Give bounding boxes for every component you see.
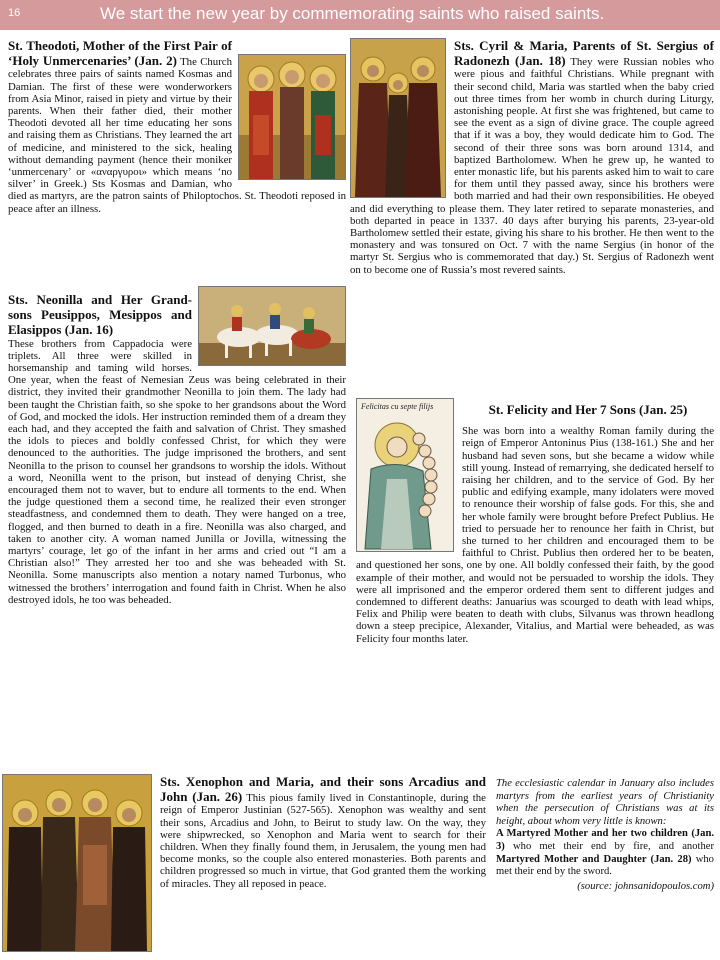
cyril-body: They were Russian nobles who were pious and faithful Christians. While pregnant with their second child, Maria was startled when the baby cried out three times from her womb in church during Liturgy, astonishing people. At first she was frightened, but came to see the event as a sign of divine grace. The couple agreed that if it was a boy, they would dedicate him to God. The second of their three sons was born around 1314, and baptized Bartholomew. When he grew up, he wanted to enter monastic life, but his parents asked him to wait to care for them until they passed away, since his brothers were both married and had their own responsibilities. He obeyed and did everything to please them. They later retired to separate monasteries, and both departed in peace in 1337. 40 days after burying his parents, 23-year-old Bartholomew settled their estate, giving his share to his brother. He then went to the monastery and was tonsured on Oct. 7 with the name Sergius (in honor of the martyr St. Sergius who is commemorated that day.) St. Sergius of Radonezh went on to become one of Russia’s most revered saints. bbox=[350, 56, 714, 276]
note-intro: The ecclesiastic calendar in January also includes martyrs from the earliest years of Christianity when the persecution of Christians was at its height, about whom very little is known: bbox=[496, 778, 714, 827]
icon-felicity-seven-sons bbox=[356, 398, 454, 552]
icon-xenophon-family bbox=[2, 774, 152, 952]
page-number: 16 bbox=[8, 7, 21, 19]
note-item1-text: who met their end by fire, and another bbox=[504, 840, 714, 852]
felicity-body: She was born into a wealthy Roman family during the reign of Emperor Antoninus Pius (138-161.) She and her husband had seven sons, but she became a widow while still young. Instead of remarrying, she dedicated herself to raising her children, and to the service of God. By her public and edifying example, many idolaters were moved to renounce their worship of false gods. For this, she and her whole family were brought before Prefect Publius. He tried to persuade her to renounce her faith in Christ, but she turned to her children and encouraged them to be faithful to Christ. Publius then ordered her to be beaten, and questioned her sons, one by one. All boldly confessed their faith, by the good example of their mother, and would not be persuaded to worship the idols. They were all imprisoned and the emperor ordered them sent to different judges and condemned to different deaths: Januarius was scourged to death with lead whips, Felix and Philip were beaten to death with clubs, Silvanus was thrown headlong down a steep precipice, Alexander, Vitalius, and Martial were beheaded, as was Felicity four months later. bbox=[356, 425, 714, 645]
felicity-heading: St. Felicity and Her 7 Sons (Jan. 25) bbox=[488, 402, 688, 417]
neonilla-body: These brothers from Cappadocia were triplets. All three were skilled in horsemanship and taming wild horses. One year, when the feast of Nemesian Zeus was being celebrated in their district, they invited their grandmother Neonilla to join them. The lady had been taught the Christian faith, so she spoke to her grandsons about the Word of God, and mocked the idols. Her instruction reminded them of a dream they each had, and they accepted the faith and salvation of Christ. They smashed the idols to pieces and boldly confessed Christ, for which they were denounced to the authorities. The judge imprisoned the brothers, and sent Neonilla to the prison to counsel her grandsons to worship the idols. Without a word, Neonilla went to the prison, but instead of denying Christ, she encouraged them not to waver, but to endure all torments to the end. When the judge questioned them a second time, he realized their even stronger steadfastness, and condemned them to death. They were hanged on a tree, flogged, and then burned to death in a fire. Neonilla was also charged, and taken to another city. A woman named Junilla or Jovilla, witnessing the martyrs’ courage, let go of the infant in her arms and cried out “I am a Christian also!” They arrested her too and she was beheaded with St. Neonilla. Some manuscripts also mention a notary named Turbonus, who witnessed the brothers’ interrogation and found faith in Christ. When he also destroyed idols, he too was beheaded. bbox=[8, 337, 346, 606]
note-item2-text: who met their end by the sword. bbox=[496, 853, 714, 878]
calendar-note bbox=[496, 778, 714, 893]
icon-cyril-maria-sergius bbox=[350, 38, 446, 198]
xenophon-body: This pious family lived in Constantinople, during the reign of Emperor Justinian (527-565). Xenophon was wealthy and sent their sons, Arcadius and John, to Beirut to study law. On the way, they were shipwrecked, so Xenophon and Maria went to search for their children. When they finally found them, in Jerusalem, the young men had become monks, so the couple also entered monasteries. Both parents and children progressed so much in virtue, that God granted them the working of miracles. They all reposed in peace. bbox=[160, 792, 486, 890]
icon-kosmas-damian-theodoti bbox=[238, 54, 346, 180]
felicity-image-caption: Felicitas cu septe filijs bbox=[361, 402, 434, 411]
header-bar bbox=[0, 0, 720, 30]
section-theodoti bbox=[8, 38, 346, 215]
note-item1-title: A Martyred Mother and her two children (Jan. 3) bbox=[496, 828, 714, 852]
section-cyril-maria bbox=[350, 38, 714, 276]
theodoti-heading: St. Theodoti, Mother of the First Pair of ‘Holy Unmercenaries’ (Jan. 2) bbox=[8, 38, 232, 69]
section-neonilla bbox=[8, 292, 346, 606]
note-item2-title: Martyred Mother and Daughter (Jan. 28) bbox=[496, 853, 692, 865]
note-source: (source: johnsanidopoulos.com) bbox=[577, 880, 714, 892]
section-xenophon bbox=[2, 774, 486, 956]
page-title: We start the new year by commemorating saints who raised saints. bbox=[100, 4, 605, 23]
neonilla-heading: Sts. Neonilla and Her Grand-sons Peusippos, Mesippos and Elasippos (Jan. 16) bbox=[8, 292, 192, 338]
theodoti-body: The Church celebrates three pairs of saints named Kosmas and Damian. The first of these were wonderworkers from Asia Minor, raised in piety and virtue by their parents. When their father died, their mother Theodoti devoted all her time educating her sons and raising them as Christians. They learned the art of medicine, and ministered to the sick, healing without demanding payment (hence their moniker ‘unmercenary’ or «αναργυροι» which means ‘no silver’ in Greek.) Sts Kosmas and Damian, who died as martyrs, are the patron saints of Philoptochos. St. Theodoti reposed in peace after an illness. bbox=[8, 56, 346, 215]
section-felicity bbox=[356, 398, 714, 645]
icon-three-horsemen bbox=[198, 286, 346, 366]
cyril-heading: Sts. Cyril & Maria, Parents of St. Sergius of Radonezh (Jan. 18) bbox=[454, 38, 714, 69]
xenophon-heading: Sts. Xenophon and Maria, and their sons Arcadius and John (Jan. 26) bbox=[160, 774, 486, 805]
